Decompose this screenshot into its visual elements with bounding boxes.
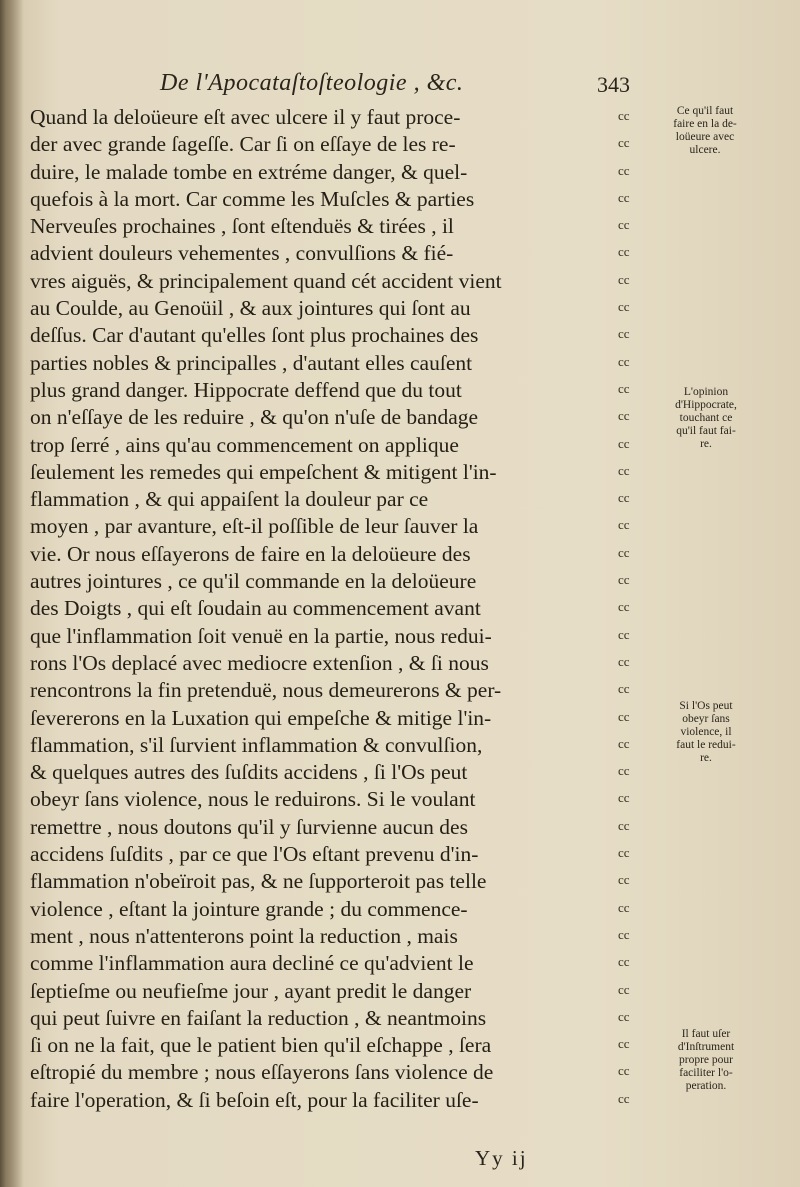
text-line: parties nobles & principalles , d'autant elles cauſent cc: [30, 350, 630, 375]
text-line: obeyr ſans violence, nous le reduirons. Si le voulant cc: [30, 787, 630, 812]
text-line: flammation, s'il ſurvient inflammation & convulſion, cc: [30, 732, 630, 757]
text-line: on n'eſſaye de les reduire , & qu'on n'uſe de bandage cc: [30, 405, 630, 430]
text-line: & quelques autres des ſuſdits accidens , ſi l'Os peut cc: [30, 760, 630, 785]
margin-note-ulcer: Ce qu'il faut faire en la de- loüeure avec ulcere.: [673, 105, 737, 156]
text-line: advient douleurs vehementes , convulſions & fié- cc: [30, 241, 630, 266]
text-line: violence , eſtant la jointure grande ; du commence- cc: [30, 896, 630, 921]
text-line: qui peut ſuivre en faiſant la reduction , & neantmoins cc: [30, 1005, 630, 1030]
text-line: accidens ſuſdits , par ce que l'Os eſtant prevenu d'in- cc: [30, 842, 630, 867]
text-line: der avec grande ſageſſe. Car ſi on eſſaye de les re- cc: [30, 132, 630, 157]
margin-note-hippocrates: L'opinion d'Hippocrate, touchant ce qu'il faut fai- re.: [675, 386, 737, 450]
text-line: remettre , nous doutons qu'il y ſurvienne aucun des cc: [30, 814, 630, 839]
text-line: des Doigts , qui eſt ſoudain au commencement avant cc: [30, 596, 630, 621]
text-line: quefois à la mort. Car comme les Muſcles & parties cc: [30, 186, 630, 211]
running-title: De l'Apocataſtoſteologie , &c.: [160, 70, 464, 96]
text-line: rencontrons la fin pretenduë, nous demeurerons & per- cc: [30, 678, 630, 703]
text-line: autres jointures , ce qu'il commande en la deloüeure cc: [30, 569, 630, 594]
text-line: comme l'inflammation aura decliné ce qu'advient le cc: [30, 951, 630, 976]
signature-mark: Yy ij: [475, 1146, 528, 1170]
text-line: Quand la deloüeure eſt avec ulcere il y faut proce- cc: [30, 105, 630, 129]
text-line: ment , nous n'attenterons point la reduction , mais cc: [30, 923, 630, 948]
page-header: [130, 70, 630, 104]
text-line: deſſus. Car d'autant qu'elles ſont plus prochaines des cc: [30, 323, 630, 348]
text-line: moyen , par avanture, eſt-il poſſible de leur ſauver la cc: [30, 514, 630, 539]
text-line: ſevererons en la Luxation qui empeſche & mitige l'in- cc: [30, 705, 630, 730]
text-line: vres aiguës, & principalement quand cét accident vient cc: [30, 268, 630, 293]
text-line: plus grand danger. Hippocrate deffend que du tout cc: [30, 377, 630, 402]
text-line: eſtropié du membre ; nous eſſayerons ſans violence de cc: [30, 1060, 630, 1085]
text-line: flammation n'obeïroit pas, & ne ſupporteroit pas telle cc: [30, 869, 630, 894]
text-line: ſeptieſme ou neufieſme jour , ayant predit le danger cc: [30, 978, 630, 1003]
text-line: duire, le malade tombe en extréme danger, & quel- cc: [30, 159, 630, 184]
text-line: flammation , & qui appaiſent la douleur par ce cc: [30, 487, 630, 512]
margin-note-reduction: Si l'Os peut obeyr ſans violence, il faut le redui- re.: [676, 700, 736, 764]
text-line: au Coulde, au Genoüil , & aux jointures qui ſont au cc: [30, 296, 630, 321]
page-gutter: [0, 0, 24, 1187]
margin-note-instrument: Il faut uſer d'Inſtrument propre pour faciliter l'o- peration.: [677, 1028, 735, 1092]
page-number: 343: [597, 72, 630, 97]
text-line: ſi on ne la fait, que le patient bien qu'il eſchappe , ſera cc: [30, 1033, 630, 1058]
text-line: vie. Or nous eſſayerons de faire en la deloüeure des cc: [30, 541, 630, 566]
text-line: Nerveuſes prochaines , ſont eſtenduës & tirées , il cc: [30, 214, 630, 239]
text-line: faire l'operation, & ſi beſoin eſt, pour la faciliter uſe- cc: [30, 1087, 630, 1112]
body-text: [30, 104, 650, 1114]
text-line: ſeulement les remedes qui empeſchent & mitigent l'in- cc: [30, 459, 630, 484]
text-line: rons l'Os deplacé avec mediocre extenſion , & ſi nous cc: [30, 650, 630, 675]
text-line: trop ſerré , ains qu'au commencement on applique cc: [30, 432, 630, 457]
text-line: que l'inflammation ſoit venuë en la partie, nous redui- cc: [30, 623, 630, 648]
